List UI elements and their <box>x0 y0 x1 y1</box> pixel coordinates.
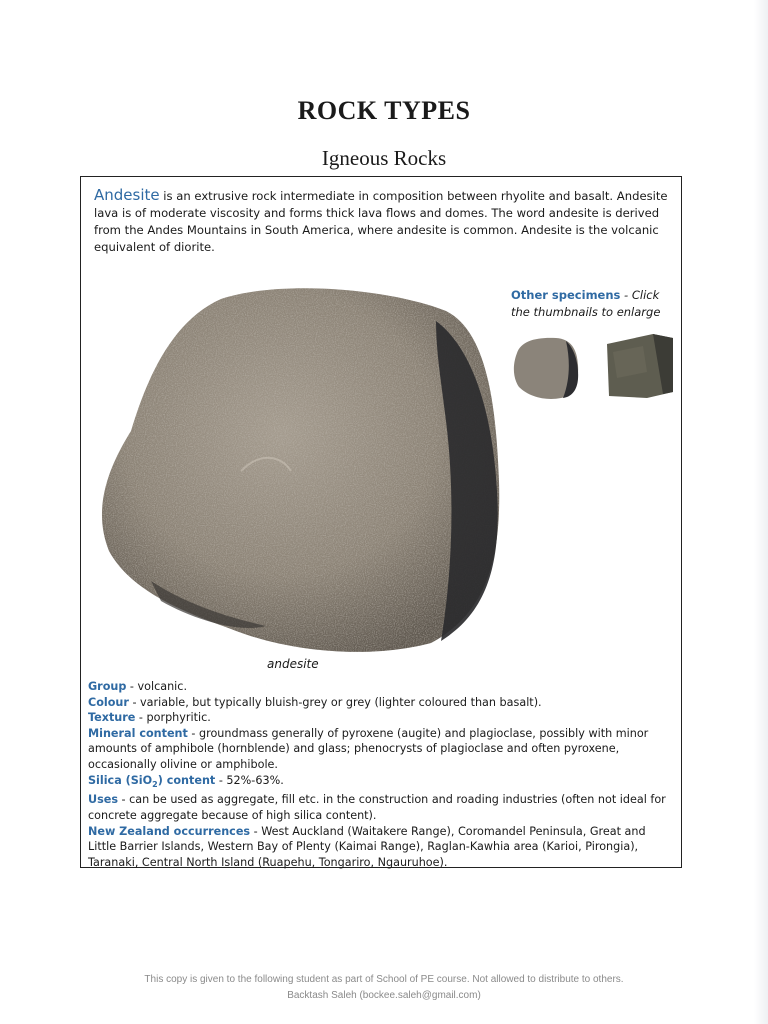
other-specimens-note <box>511 287 679 321</box>
andesite-main-image <box>91 281 503 655</box>
property-uses: Uses - can be used as aggregate, fill etc. in the construction and roading industries (often not ideal for concrete aggregate because of high silica content). <box>88 793 666 822</box>
intro-paragraph <box>94 187 674 256</box>
specimen-thumbnail-2[interactable] <box>603 332 675 402</box>
footer-student: Backtash Saleh (bockee.saleh@gmail.com) <box>287 990 481 1001</box>
other-specimens-label: Other specimens <box>511 288 621 302</box>
specimen-thumbnail-1[interactable] <box>511 335 581 401</box>
page-footer <box>0 972 768 1004</box>
page-subtitle: Igneous Rocks <box>321 146 447 170</box>
footer-notice: This copy is given to the following student as part of School of PE course. Not allowed to distribute to others. <box>144 974 624 985</box>
image-caption: andesite <box>267 657 319 671</box>
intro-text: is an extrusive rock intermediate in composition between rhyolite and basalt. Andesite lava is of moderate viscosity and forms thick lava flows and domes. The word andesite is derived from the Andes Mountains in South America, where andesite is common. Andesite is the volcanic equivalent of diorite. <box>94 189 668 254</box>
rock-card <box>80 176 682 868</box>
property-texture: Texture - porphyritic. <box>88 711 211 725</box>
properties-list <box>88 679 673 870</box>
property-mineral-content: Mineral content - groundmass generally of pyroxene (augite) and plagioclase, possibly with minor amounts of amphibole (hornblende) and glass; phenocrysts of plagioclase and often pyroxene, occasionally olivine or amphibole. <box>88 726 649 771</box>
other-specimens-hint: - Click the thumbnails to enlarge <box>511 288 661 319</box>
property-nz-occurrences: New Zealand occurrences - West Auckland (Waitakere Range), Coromandel Peninsula, Great and Little Barrier Islands, Western Bay of Plenty (Kaimai Range), Raglan-Kawhia area (Karioi, Pirongia), Taranaki, Central North Island (Ruapehu, Tongariro, Ngauruhoe). <box>88 824 646 869</box>
page-title: ROCK TYPES <box>297 96 471 125</box>
property-silica-content: Silica (SiO$_2$) content - 52%-63%. <box>88 773 284 789</box>
property-group: Group - volcanic. <box>88 680 187 693</box>
rock-name: Andesite <box>94 186 160 204</box>
property-colour: Colour - variable, but typically bluish-grey or grey (lighter coloured than basalt). <box>88 695 542 709</box>
